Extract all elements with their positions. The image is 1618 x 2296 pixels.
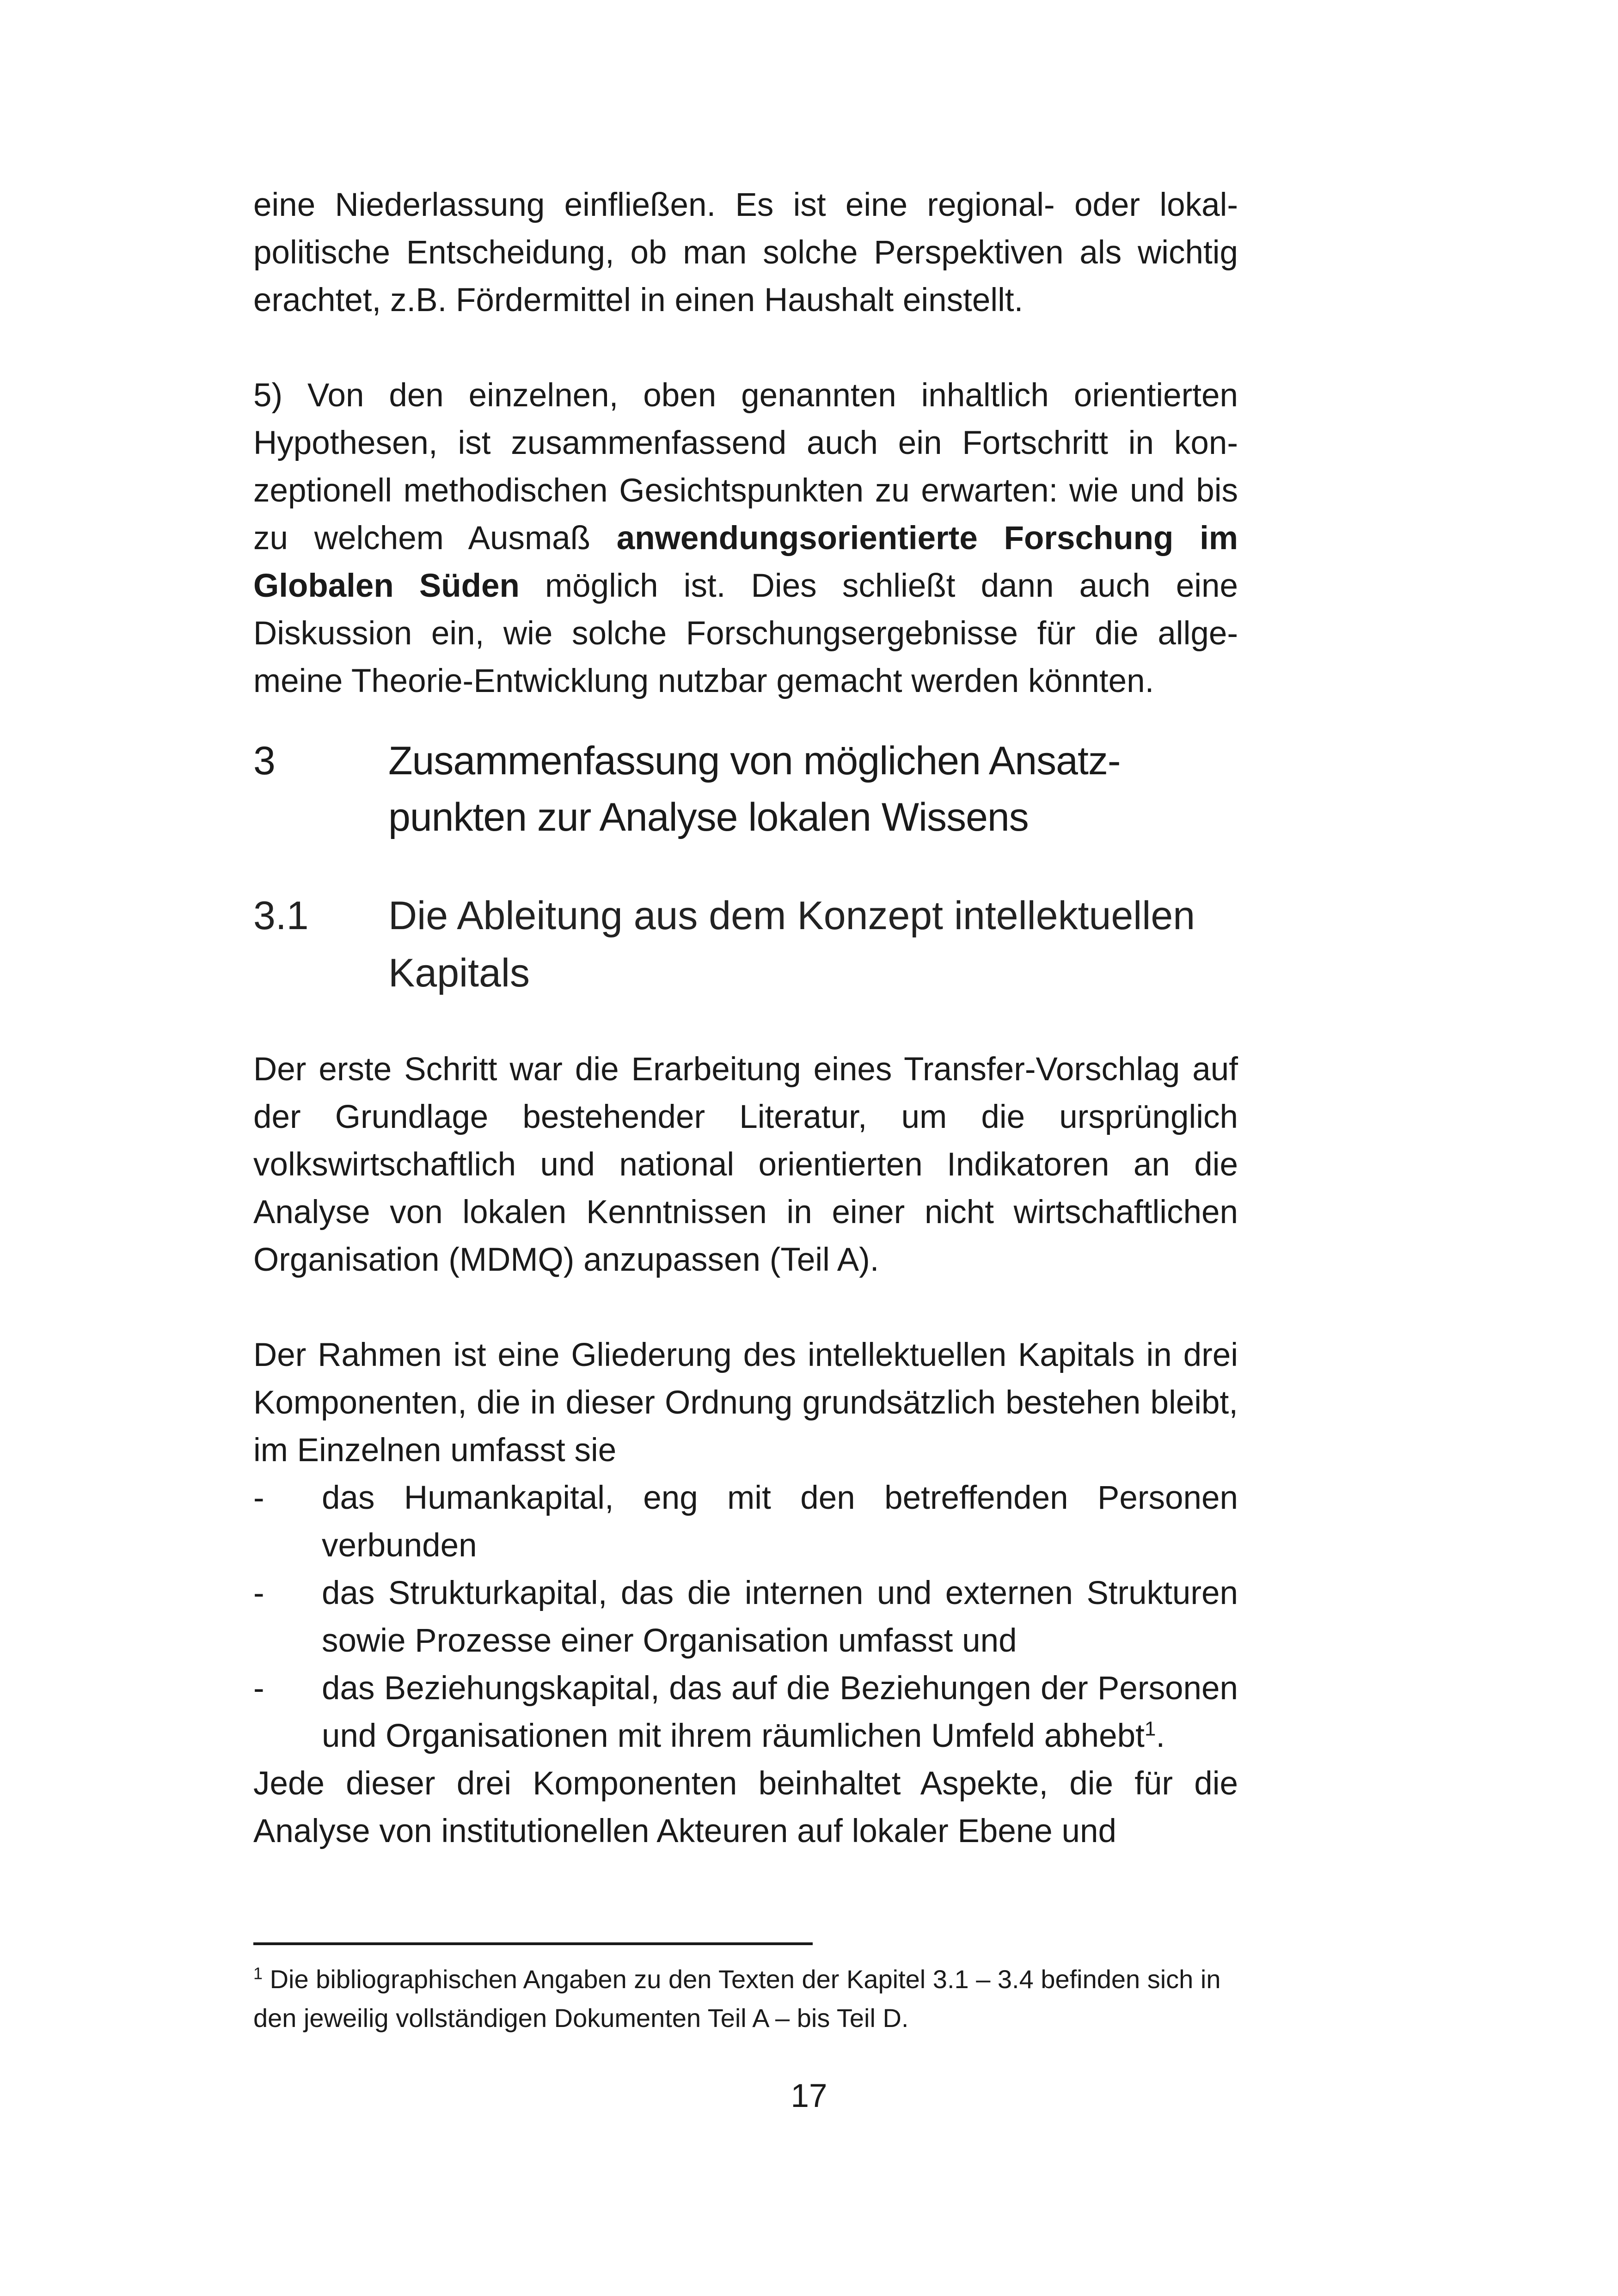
list-item-structural-capital (253, 1569, 1238, 1665)
paragraph-spacer (253, 1284, 1238, 1331)
paragraph-transfer-proposal: Der erste Schritt war die Erarbeitung eines Transfer-Vorschlag auf der Grundlage bestehender Literatur, um die ursprünglich volkswirtschaftlich und national orientierten Indikatoren an die Analyse von lokalen Kenntnissen in einer nicht wirtschaftlichen Organisation (MDMQ) anzupassen (Teil A). (253, 1051, 1238, 1278)
list-item-text: das Humankapital, eng mit den betreffenden Personen verbunden (322, 1480, 1238, 1564)
capital-components-list (253, 1474, 1238, 1760)
footnote-marker: 1 (253, 1964, 263, 1983)
subsection-number: 3.1 (253, 894, 309, 938)
list-item-end-punctuation: . (1156, 1718, 1165, 1754)
paragraph-framework: Der Rahmen ist eine Gliederung des intellektuellen Kapitals in drei Komponenten, die in dieser Ordnung grundsätzlich bestehen bleibt, im Einzelnen umfasst sie (253, 1337, 1238, 1469)
paragraph-niederlassung: eine Niederlassung einfließen. Es ist eine regional- oder lokalpolitische Entscheidung, ob man solche Perspektiven als wichtig erachtet, z.B. Fördermittel in einen Haushalt einstellt. (253, 187, 1238, 318)
list-item-human-capital (253, 1474, 1238, 1569)
subsection-heading-3-1 (253, 887, 1238, 1002)
footnote-reference[interactable]: 1 (1144, 1717, 1156, 1740)
paragraph-hypothesis-5-text-start: 5) Von den einzelnen, oben genannten inhaltlich orientierten Hypothesen, ist zusammenfassend auch ein Fortschritt in konzeptionell methodischen Gesichtspunkten zu erwarten: wie und bis zu welchem Ausmaß (253, 377, 1238, 557)
paragraph-components-aspects: Jede dieser drei Komponenten beinhaltet Aspekte, die für die Analyse von institutionellen Akteuren auf lokaler Ebene und (253, 1765, 1238, 1849)
list-item-text: das Beziehungskapital, das auf die Beziehungen der Personen und Organisationen mit ihrem räumlichen Umfeld abhebt (322, 1670, 1238, 1754)
paragraph-hypothesis-5 (253, 372, 1238, 705)
list-dash-marker: - (253, 1575, 264, 1611)
subsection-title: Die Ableitung aus dem Konzept intellektuellen Kapitals (388, 894, 1195, 995)
emphasis-applied-research: anwendungsorientierte Forschung im Globalen Süden (253, 520, 1238, 604)
list-dash-marker: - (253, 1670, 264, 1707)
section-heading-3 (253, 733, 1238, 845)
page-number: 17 (791, 2078, 827, 2114)
list-item-relational-capital (253, 1665, 1238, 1760)
footnote-separator (253, 1942, 813, 1945)
section-number: 3 (253, 739, 275, 783)
paragraph-hypothesis-5-text-end: möglich ist. Dies schließt dann auch eine Diskussion ein, wie solche Forschungsergebnisse für die allgemeine Theorie-Entwicklung nutzbar gemacht werden könnten. (253, 568, 1238, 699)
body-text (253, 181, 1238, 1855)
list-dash-marker: - (253, 1480, 264, 1516)
footnote (253, 1960, 1238, 2038)
paragraph-spacer (253, 324, 1238, 372)
section-title: Zusammenfassung von möglichen Ansatzpunkten zur Analyse lokalen Wissens (388, 739, 1121, 839)
footnote-text: Die bibliographischen Angaben zu den Texten der Kapitel 3.1 – 3.4 befinden sich in den jeweilig vollständigen Dokumenten Teil A – bis Teil D. (253, 1965, 1221, 2033)
list-item-text: das Strukturkapital, das die internen und externen Strukturen sowie Prozesse einer Organisation umfasst und (322, 1575, 1238, 1659)
